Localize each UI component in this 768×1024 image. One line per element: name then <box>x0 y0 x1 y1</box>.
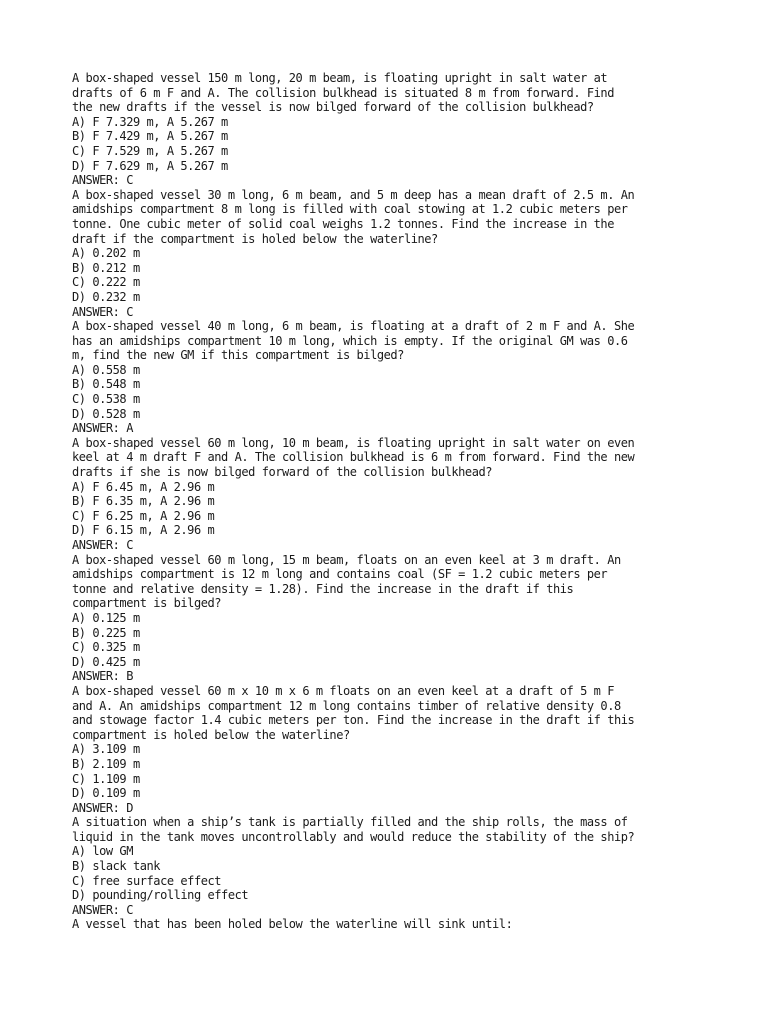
option-line: D) F 6.15 m, A 2.96 m <box>72 523 215 538</box>
option-line: B) 0.225 m <box>72 625 140 640</box>
question-line: drafts of 6 m F and A. The collision bulkhead is situated 8 m from forward. Find <box>72 85 614 100</box>
question-line: tonne. One cubic meter of solid coal weighs 1.2 tonnes. Find the increase in the <box>72 216 614 231</box>
option-line: C) 1.109 m <box>72 771 140 786</box>
question-line: A box-shaped vessel 60 m long, 10 m beam, is floating upright in salt water on even <box>72 435 635 450</box>
option-line: B) slack tank <box>72 859 161 874</box>
option-line: D) F 7.629 m, A 5.267 m <box>72 158 228 173</box>
option-line: A) 0.125 m <box>72 610 140 625</box>
question-line: keel at 4 m draft F and A. The collision bulkhead is 6 m from forward. Find the new <box>72 450 635 465</box>
option-line: C) F 6.25 m, A 2.96 m <box>72 508 215 523</box>
option-line: C) free surface effect <box>72 873 222 888</box>
answer-line: ANSWER: C <box>72 902 133 917</box>
option-line: A) F 7.329 m, A 5.267 m <box>72 114 228 129</box>
question-line: A box-shaped vessel 40 m long, 6 m beam, is floating at a draft of 2 m F and A. She <box>72 319 635 334</box>
option-line: C) 0.325 m <box>72 640 140 655</box>
question-line: m, find the new GM if this compartment is bilged? <box>72 348 404 363</box>
answer-line: ANSWER: D <box>72 800 133 815</box>
question-line: draft if the compartment is holed below the waterline? <box>72 231 438 246</box>
answer-line: ANSWER: C <box>72 173 133 188</box>
question-line: compartment is bilged? <box>72 596 222 611</box>
question-line: and A. An amidships compartment 12 m long contains timber of relative density 0.8 <box>72 698 621 713</box>
option-line: B) F 7.429 m, A 5.267 m <box>72 129 228 144</box>
option-line: D) 0.528 m <box>72 406 140 421</box>
option-line: B) 2.109 m <box>72 756 140 771</box>
option-line: D) pounding/rolling effect <box>72 888 249 903</box>
question-line: and stowage factor 1.4 cubic meters per ton. Find the increase in the draft if this <box>72 713 635 728</box>
question-line: amidships compartment is 12 m long and contains coal (SF = 1.2 cubic meters per <box>72 567 608 582</box>
option-line: D) 0.232 m <box>72 289 140 304</box>
option-line: D) 0.425 m <box>72 654 140 669</box>
question-line: A box-shaped vessel 150 m long, 20 m beam, is floating upright in salt water at <box>72 71 608 85</box>
option-line: D) 0.109 m <box>72 786 140 801</box>
option-line: C) 0.538 m <box>72 392 140 407</box>
question-line: the new drafts if the vessel is now bilged forward of the collision bulkhead? <box>72 100 594 115</box>
option-line: A) low GM <box>72 844 133 859</box>
question-line: A situation when a ship’s tank is partially filled and the ship rolls, the mass of <box>72 815 628 830</box>
question-line: compartment is holed below the waterline? <box>72 727 350 742</box>
option-line: A) 0.202 m <box>72 246 140 261</box>
option-line: A) 0.558 m <box>72 362 140 377</box>
answer-line: ANSWER: A <box>72 421 133 436</box>
answer-line: ANSWER: B <box>72 669 133 684</box>
question-line: A box-shaped vessel 30 m long, 6 m beam, and 5 m deep has a mean draft of 2.5 m. An <box>72 187 635 202</box>
option-line: B) 0.212 m <box>72 260 140 275</box>
option-line: C) F 7.529 m, A 5.267 m <box>72 143 228 158</box>
question-line: liquid in the tank moves uncontrollably and would reduce the stability of the ship? <box>72 829 635 844</box>
question-line: A vessel that has been holed below the waterline will sink until: <box>72 917 513 932</box>
option-line: C) 0.222 m <box>72 275 140 290</box>
question-line: has an amidships compartment 10 m long, which is empty. If the original GM was 0.6 <box>72 333 628 348</box>
option-line: A) 3.109 m <box>72 742 140 757</box>
answer-line: ANSWER: C <box>72 538 133 552</box>
option-line: B) 0.548 m <box>72 377 140 392</box>
question-line: A box-shaped vessel 60 m x 10 m x 6 m floats on an even keel at a draft of 5 m F <box>72 683 614 698</box>
question-line: amidships compartment 8 m long is filled with coal stowing at 1.2 cubic meters per <box>72 202 628 217</box>
option-line: B) F 6.35 m, A 2.96 m <box>72 494 215 509</box>
option-line: A) F 6.45 m, A 2.96 m <box>72 479 215 494</box>
question-line: drafts if she is now bilged forward of the collision bulkhead? <box>72 465 493 480</box>
question-line: A box-shaped vessel 60 m long, 15 m beam, floats on an even keel at 3 m draft. An <box>72 552 621 567</box>
document-body <box>72 71 722 932</box>
question-line: tonne and relative density = 1.28). Find the increase in the draft if this <box>72 581 574 596</box>
answer-line: ANSWER: C <box>72 304 133 319</box>
